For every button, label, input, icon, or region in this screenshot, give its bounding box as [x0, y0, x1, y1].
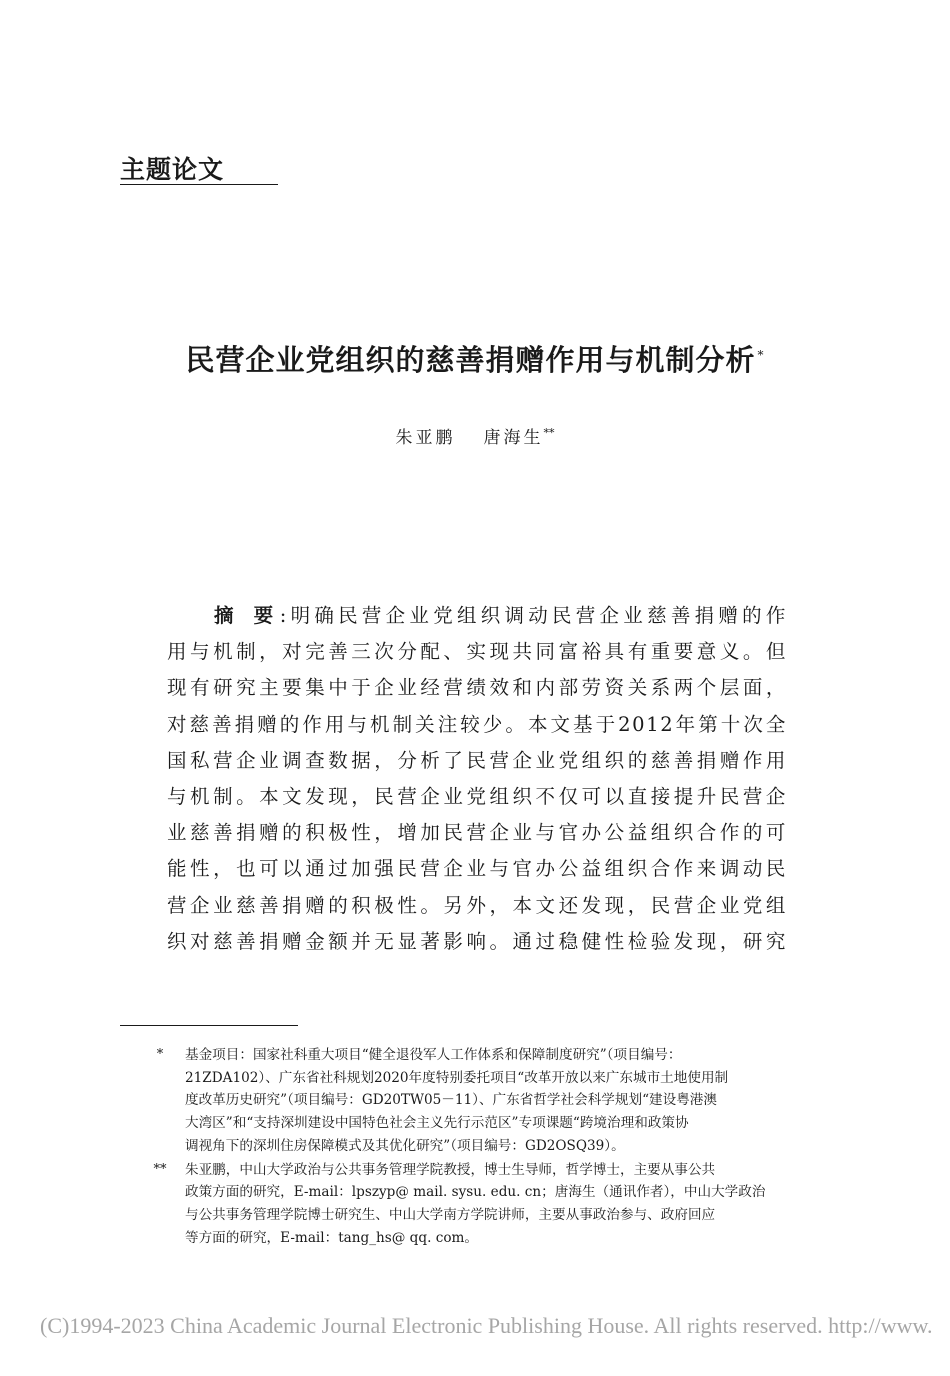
abstract-line: 营企业慈善捐赠的积极性。另外，本文还发现，民营企业党组 [167, 893, 787, 917]
abstract-colon: : [279, 604, 288, 627]
section-label: 主题论文 [120, 155, 225, 184]
abstract-line: 能性，也可以通过加强民营企业与官办公益组织合作来调动民 [167, 857, 787, 881]
abstract-line: 国私营企业调查数据，分析了民营企业党组织的慈善捐赠作用 [167, 748, 787, 772]
abstract-line: 与机制。本文发现，民营企业党组织不仅可以直接提升民营企 [167, 785, 787, 809]
footnote-line: 政策方面的研究，E-mail：lpszyp@ mail. sysu. edu. cn；唐海生（通讯作者），中山大学政治 [185, 1184, 766, 1201]
abstract-label: 摘 要 [214, 604, 280, 627]
author-list [0, 423, 950, 448]
footnote-authors [145, 1159, 835, 1250]
abstract-line: 用与机制，对完善三次分配、实现共同富裕具有重要意义。但 [167, 640, 787, 664]
footnote-line: 度改革历史研究”（项目编号：GD20TW05－11）、广东省哲学社会科学规划“建设粤港澳 [185, 1092, 717, 1109]
footnote-mark: * [156, 1047, 164, 1062]
article-title-text: 民营企业党组织的慈善捐赠作用与机制分析 [185, 343, 756, 377]
section-rule [120, 184, 278, 185]
author-footnote-mark: ** [543, 426, 555, 440]
footnote-line: 基金项目：国家社科重大项目“健全退役军人工作体系和保障制度研究”（项目编号： [185, 1047, 682, 1063]
abstract-line: 织对慈善捐赠金额并无显著影响。通过稳健性检验发现，研究 [167, 929, 787, 953]
footnote-line: 21ZDA102）、广东省社科规划2020年度特别委托项目“改革开放以来广东城市土地使用制 [185, 1069, 729, 1086]
title-footnote-mark: * [757, 348, 765, 363]
footnote-line: 大湾区”和“支持深圳建设中国特色社会主义先行示范区”专项课题“跨境治理和政策协 [185, 1115, 689, 1132]
abstract-line: 对慈善捐赠的作用与机制关注较少。本文基于2012年第十次全 [167, 712, 787, 736]
abstract [167, 598, 787, 960]
abstract-line: 摘 要:明确民营企业党组织调动民营企业慈善捐赠的作 [214, 604, 787, 627]
copyright-watermark: (C)1994-2023 China Academic Journal Electronic Publishing House. All rights reserved. http://www. [40, 1313, 933, 1338]
footnotes [145, 1044, 835, 1250]
footnote-line: 朱亚鹏，中山大学政治与公共事务管理学院教授，博士生导师，哲学博士，主要从事公共 [185, 1161, 716, 1178]
footnote-rule [120, 1025, 298, 1026]
author-name: 朱亚鹏 [395, 428, 456, 448]
article-title [0, 338, 950, 379]
footnote-line: 与公共事务管理学院博士研究生、中山大学南方学院讲师，主要从事政治参与、政府回应 [185, 1206, 716, 1223]
footnote-funding [145, 1044, 835, 1158]
footnote-mark: ** [153, 1161, 167, 1177]
footnote-line: 等方面的研究，E-mail：tang_hs@ qq. com。 [185, 1229, 479, 1246]
footnote-line: 调视角下的深圳住房保障模式及其优化研究”（项目编号：GD2OSQ39）。 [185, 1137, 625, 1154]
abstract-line: 业慈善捐赠的积极性，增加民营企业与官办公益组织合作的可 [167, 821, 787, 845]
abstract-line: 现有研究主要集中于企业经营绩效和内部劳资关系两个层面， [167, 676, 787, 700]
author-name: 唐海生 [483, 428, 544, 448]
